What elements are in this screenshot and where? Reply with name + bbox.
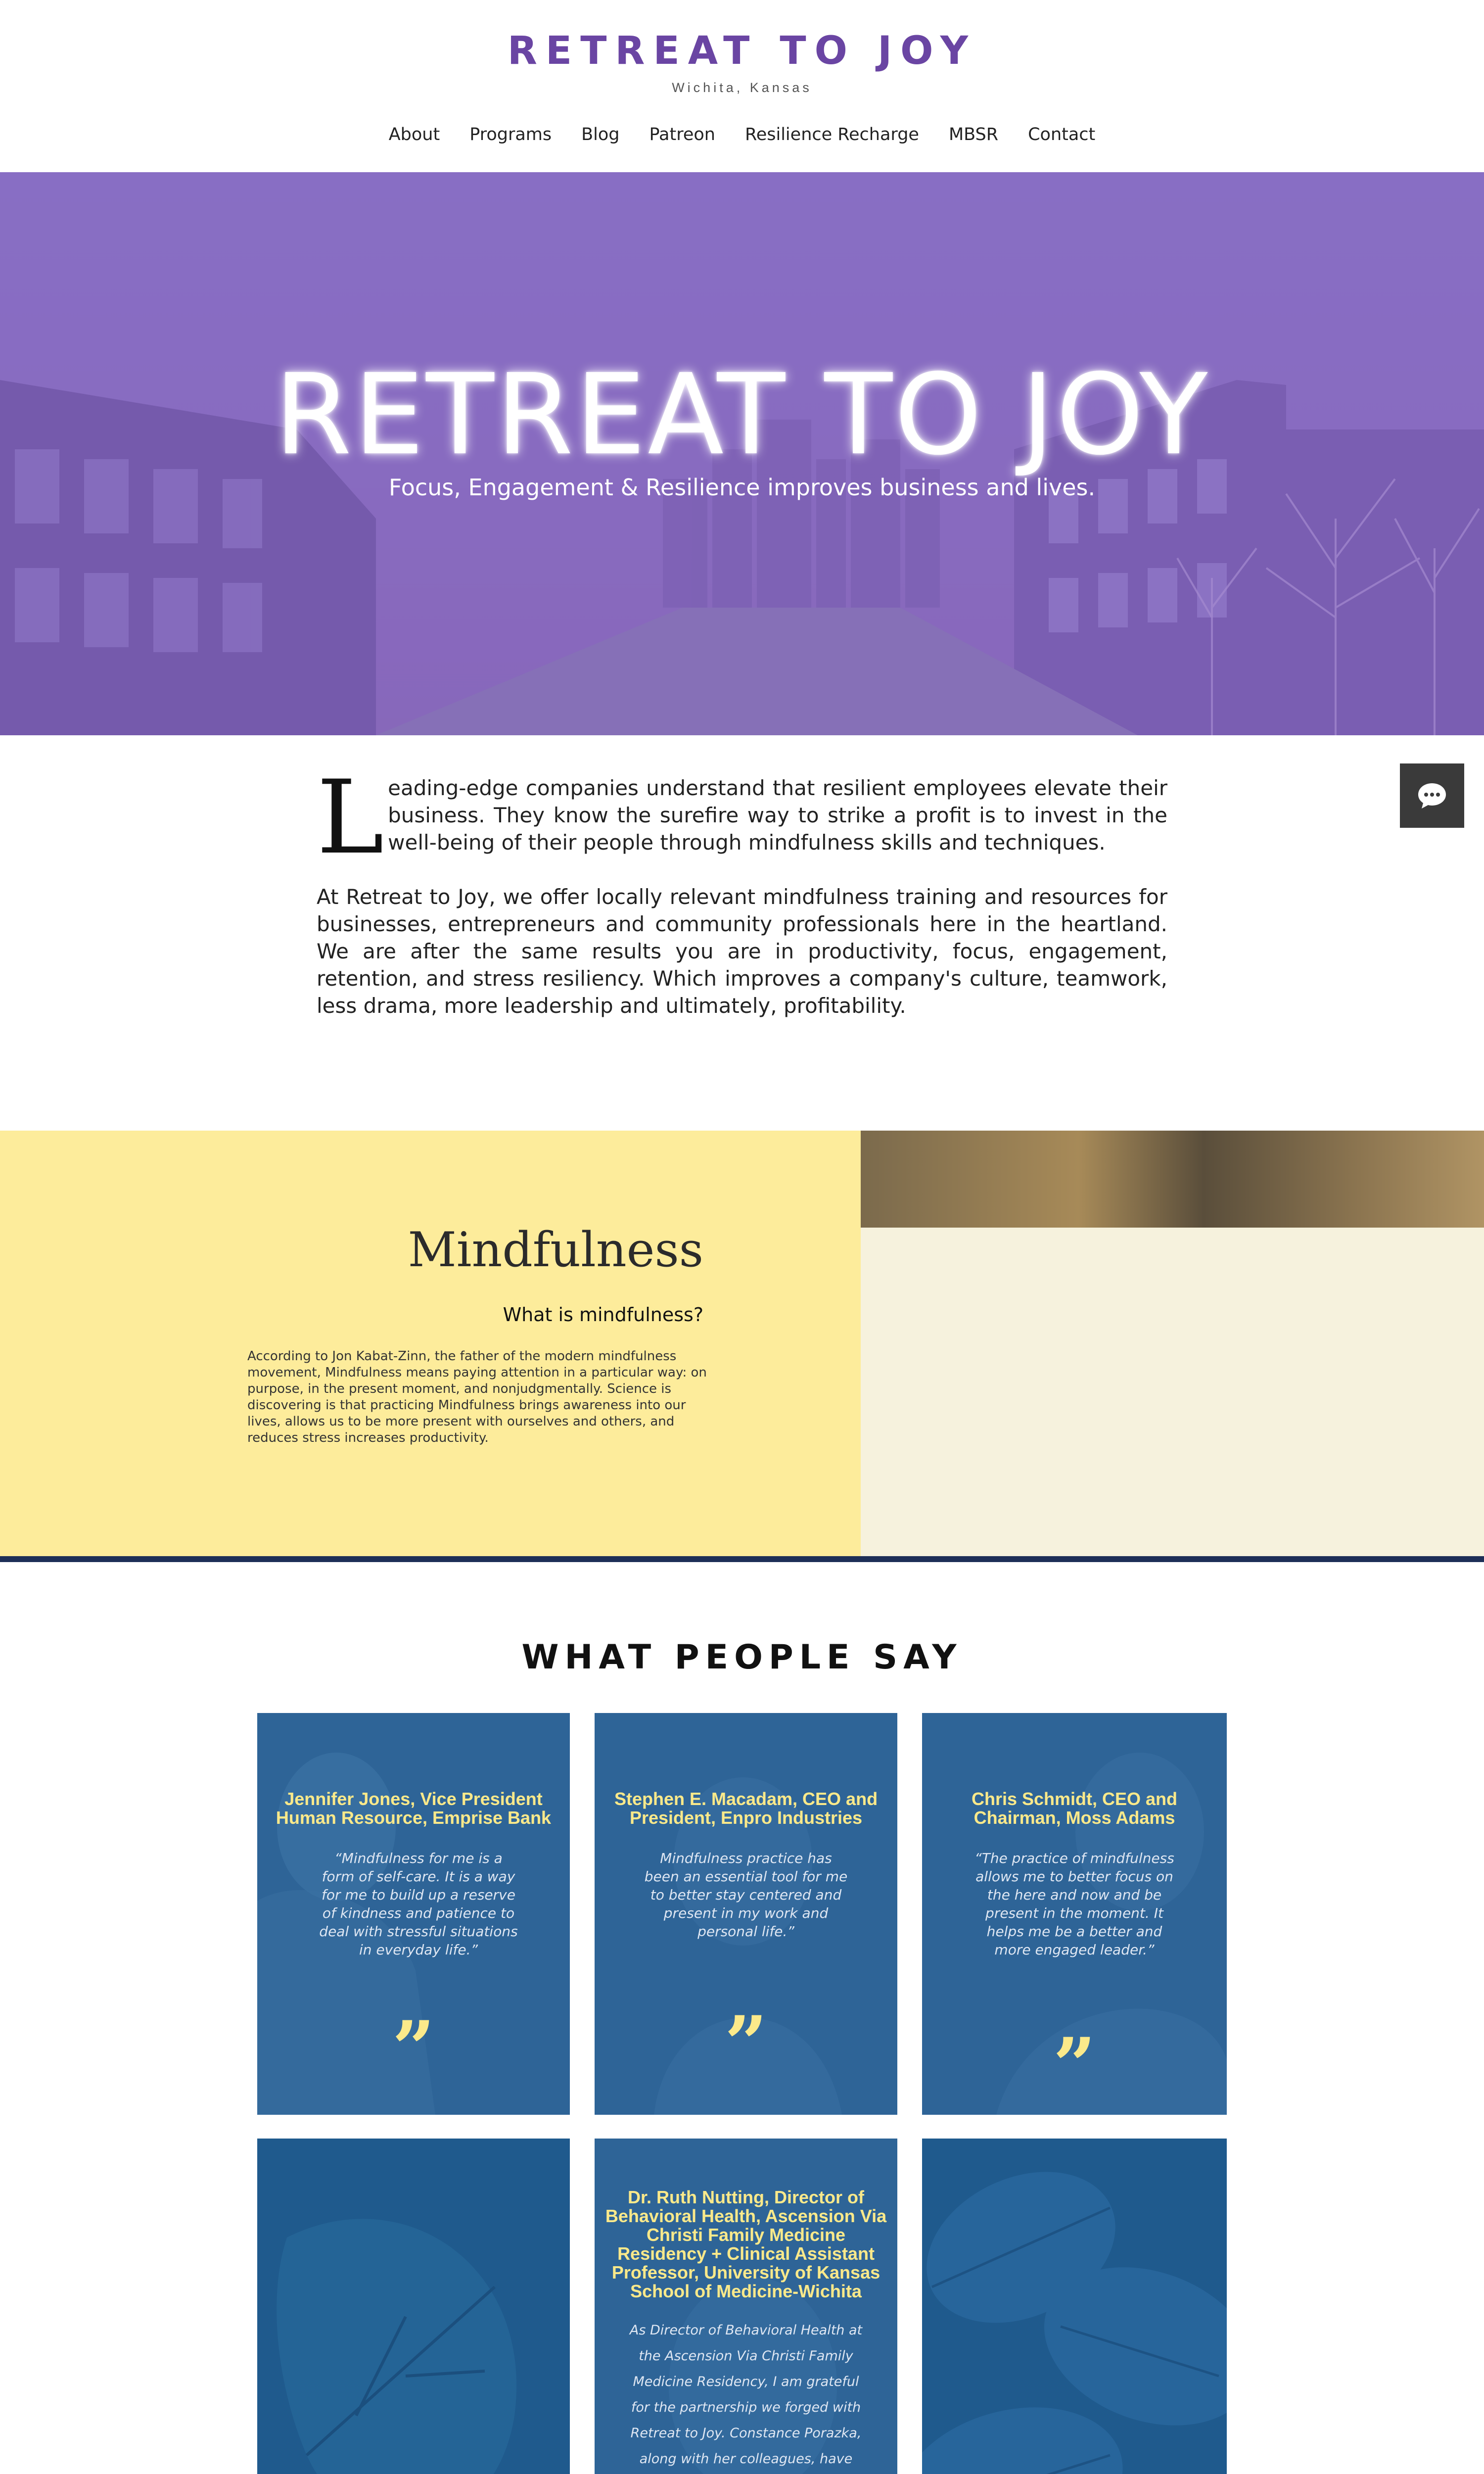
testimonial-card (595, 1713, 897, 2115)
testimonial-name: Stephen E. Macadam, CEO and President, Enpro Industries (614, 1789, 878, 1828)
testimonial-card (595, 2139, 897, 2474)
drop-cap: L (317, 759, 384, 877)
hero-title: RETREAT TO JOY (274, 350, 1210, 480)
quote-mark-icon: ” (724, 2000, 768, 2087)
testimonial-card (257, 1713, 570, 2115)
nav-resilience-recharge[interactable]: Resilience Recharge (744, 125, 919, 144)
testimonial-quote: Mindfulness practice has been an essential tool for me to better stay centered and present in my work and personal life.” (644, 1850, 848, 1940)
plant-image-tile (257, 2139, 570, 2474)
mindfulness-panel (0, 1131, 861, 1556)
hero-tagline: Focus, Engagement & Resilience improves business and lives. (388, 474, 1096, 501)
testimonial-quote: “The practice of mindfulness allows me to better focus on the here and now and be present in the moment. It helps me be a better and more engaged leader.” (974, 1850, 1174, 1958)
monstera-leaf-image (257, 2139, 570, 2474)
site-location: Wichita, Kansas (672, 80, 812, 95)
intro-paragraph-2: At Retreat to Joy, we offer locally relevant mindfulness training and resources for businesses, entrepreneurs and community professionals here in the heartland. We are after the same results you are in productivity, focus, engagement, retention, and stress resiliency. Which improves a company's culture, teamwork, less drama, more leadership and ultimately, profitability. (317, 885, 1167, 1018)
testimonial-quote: “Mindfulness for me is a form of self-care. It is a way for me to build up a reserve of kindness and patience to deal with stressful situations in everyday life.” (319, 1850, 518, 1958)
site-logo-title[interactable]: RETREAT TO JOY (507, 29, 977, 73)
mindfulness-question: What is mindfulness? (503, 1304, 703, 1326)
nav-contact[interactable]: Contact (1028, 125, 1096, 144)
chat-button[interactable] (1400, 763, 1464, 828)
nav-about[interactable]: About (388, 125, 440, 144)
testimonial-quote: As Director of Behavioral Health at the Ascension Via Christi Family Medicine Residency, I am grateful for the partnership we forged with Retreat to Joy. Constance Porazka, along with her colleagues, have (629, 2323, 863, 2467)
quote-mark-icon: ” (1053, 2022, 1096, 2109)
nav-blog[interactable]: Blog (581, 125, 620, 144)
intro-paragraph-1 (317, 759, 1167, 877)
testimonial-card (922, 1713, 1227, 2115)
testimonial-name: Jennifer Jones, Vice President Human Resource, Emprise Bank (276, 1789, 552, 1828)
mindfulness-body: According to Jon Kabat-Zinn, the father of the modern mindfulness movement, Mindfulness means paying attention in a particular way: on purpose, in the present moment, and nonjudgmentally. Science is discovering is that practicing Mindfulness brings awareness into our lives, allows us to be more present with ourselves and others, and reduces stress increases productivity. (247, 1349, 707, 1445)
calathea-leaf-image (922, 2139, 1227, 2474)
site-header (0, 0, 1484, 172)
plant-image-tile (922, 2139, 1227, 2474)
testimonial-name: Chris Schmidt, CEO and Chairman, Moss Adams (971, 1789, 1178, 1828)
intro-section (317, 759, 1167, 1019)
testimonial-name: Dr. Ruth Nutting, Director of Behavioral Health, Ascension Via Christi Family Medicine Residency + Clinical Assistant Professor, University of Kansas School of Medicine-Wichita (605, 2187, 887, 2301)
nav-programs[interactable]: Programs (469, 125, 552, 144)
chat-icon (1417, 781, 1447, 810)
testimonials-title: WHAT PEOPLE SAY (521, 1638, 963, 1677)
nav-patreon[interactable]: Patreon (649, 125, 715, 144)
main-nav (0, 125, 1484, 144)
nav-mbsr[interactable]: MBSR (948, 125, 999, 144)
quote-mark-icon: ” (392, 2005, 435, 2092)
mindfulness-title: Mindfulness (408, 1222, 703, 1278)
mindfulness-photo-strip (861, 1131, 1484, 1228)
intro-text-1: eading-edge companies understand that resilient employees elevate their business. They know the surefire way to strike a profit is to invest in the well-being of their people through mindfulness skills and techniques. (388, 776, 1167, 855)
section-divider (0, 1556, 1484, 1562)
mindfulness-image-panel (861, 1131, 1484, 1556)
hero-banner (0, 172, 1484, 735)
